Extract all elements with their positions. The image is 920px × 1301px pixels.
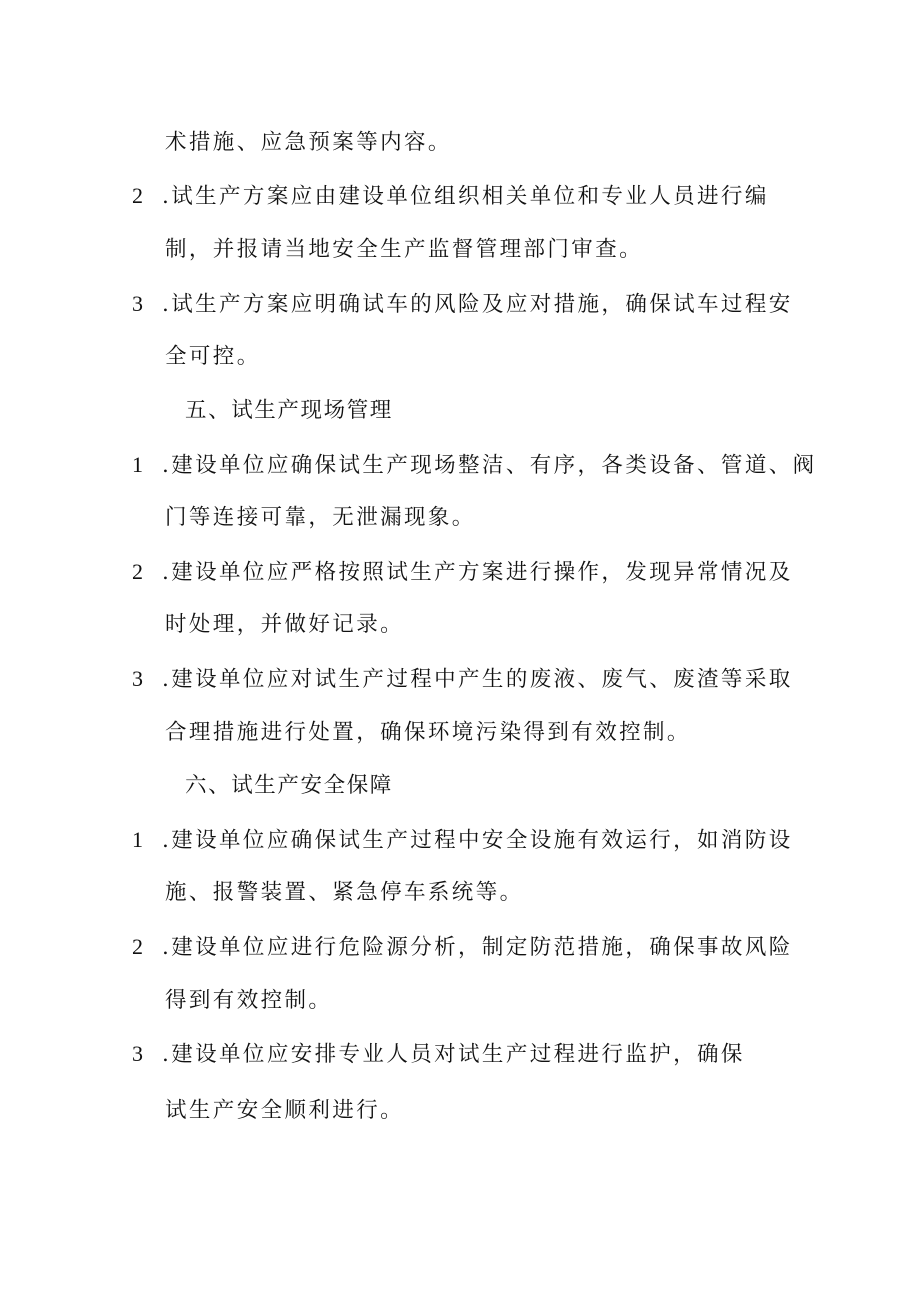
- list-item-line: [132, 557, 793, 588]
- list-item-line: [132, 289, 793, 320]
- list-item-number: 2: [132, 559, 146, 584]
- list-item-text: .建设单位应安排专业人员对试生产过程进行监护，确保: [162, 1042, 745, 1067]
- section-heading: 五、试生产现场管理: [185, 398, 393, 423]
- list-item-text: .建设单位应进行危险源分析，制定防范措施，确保事故风险: [162, 935, 793, 960]
- list-item-number: 3: [132, 291, 146, 316]
- list-item-line: [132, 664, 793, 695]
- list-item-text: .试生产方案应明确试车的风险及应对措施，确保试车过程安: [162, 292, 793, 317]
- list-item-line: [132, 181, 769, 212]
- list-item-number: 3: [132, 666, 146, 691]
- section-heading: 六、试生产安全保障: [185, 773, 393, 798]
- list-item-continuation: 时处理，并做好记录。: [165, 612, 405, 637]
- list-item-line: [132, 1039, 745, 1070]
- list-item-number: 1: [132, 452, 146, 477]
- list-item-line: [132, 825, 793, 856]
- continued-paragraph-line: 术措施、应急预案等内容。: [165, 130, 452, 155]
- list-item-text: .试生产方案应由建设单位组织相关单位和专业人员进行编: [162, 184, 769, 209]
- list-item-continuation: 制，并报请当地安全生产监督管理部门审查。: [165, 237, 644, 262]
- list-item-continuation: 门等连接可靠，无泄漏现象。: [165, 505, 476, 530]
- list-item-line: [132, 450, 817, 481]
- list-item-text: .建设单位应严格按照试生产方案进行操作，发现异常情况及: [162, 560, 793, 585]
- list-item-text: .建设单位应对试生产过程中产生的废液、废气、废渣等采取: [162, 667, 793, 692]
- list-item-continuation: 得到有效控制。: [165, 988, 333, 1013]
- list-item-number: 2: [132, 183, 146, 208]
- list-item-text: .建设单位应确保试生产现场整洁、有序，各类设备、管道、阀: [162, 453, 817, 478]
- list-item-text: .建设单位应确保试生产过程中安全设施有效运行，如消防设: [162, 828, 793, 853]
- list-item-number: 3: [132, 1041, 146, 1066]
- list-item-continuation: 试生产安全顺利进行。: [165, 1098, 405, 1123]
- list-item-line: [132, 932, 793, 963]
- list-item-continuation: 合理措施进行处置，确保环境污染得到有效控制。: [165, 720, 691, 745]
- list-item-number: 2: [132, 934, 146, 959]
- list-item-number: 1: [132, 827, 146, 852]
- list-item-continuation: 全可控。: [165, 344, 261, 369]
- list-item-continuation: 施、报警装置、紧急停车系统等。: [165, 880, 524, 905]
